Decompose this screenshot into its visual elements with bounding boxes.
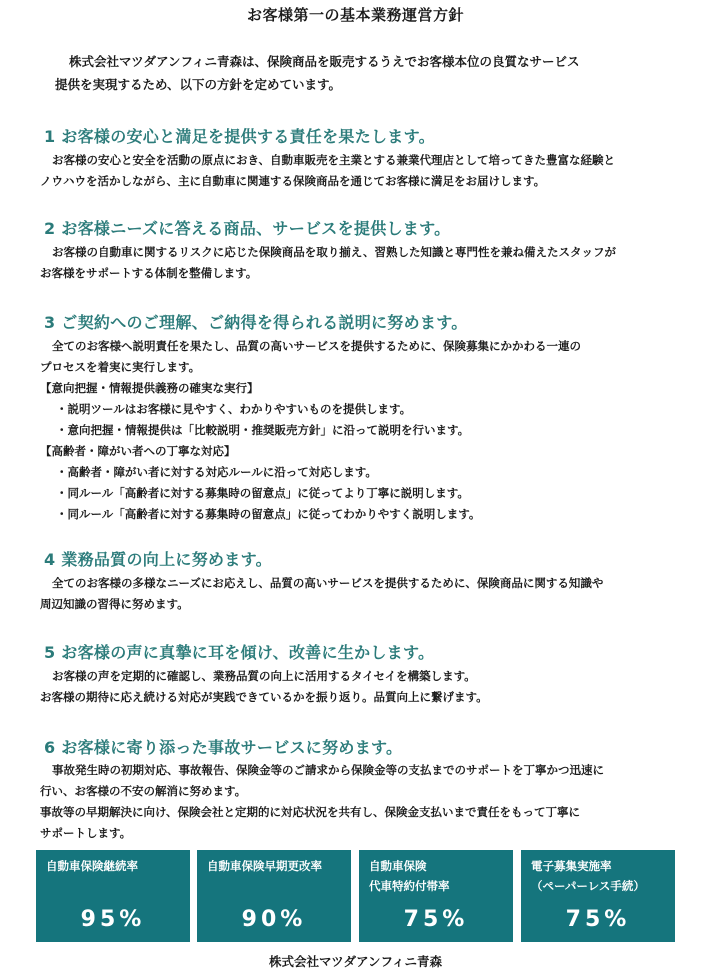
section-line: お客様をサポートする体制を整備します。 — [40, 266, 258, 280]
section-5-heading: 5 お客様の声に真摯に耳を傾け、改善に生かします。 — [44, 643, 435, 662]
bullet-item: ・高齢者・障がい者に対する対応ルールに沿って対応します。 — [56, 465, 377, 479]
section-line: 周辺知識の習得に努めます。 — [40, 597, 189, 611]
stat-label: 自動車保険継続率 — [46, 859, 138, 873]
stat-card-rental-car-rider-rate — [359, 850, 513, 942]
intro-line: 株式会社マツダアンフィニ青森は、保険商品を販売するうえでお客様本位の良質なサービス — [69, 54, 580, 69]
stat-value: 90% — [241, 907, 307, 932]
intro-paragraph — [55, 50, 675, 96]
page-title: お客様第一の基本業務運営方針 — [246, 6, 464, 24]
stat-label: 電子募集実施率 （ペーパーレス手続） — [531, 859, 645, 893]
stat-card-early-renewal-rate — [197, 850, 351, 942]
stats-panel — [36, 850, 676, 942]
stat-label: 自動車保険 代車特約付帯率 — [369, 859, 450, 893]
stat-card-paperless-rate — [521, 850, 675, 942]
bullet-item: ・同ルール「高齢者に対する募集時の留意点」に従ってより丁寧に説明します。 — [56, 486, 469, 500]
section-line: お客様の安心と安全を活動の原点におき、自動車販売を主業とする兼業代理店として培ってきた豊富な経験と — [52, 153, 616, 167]
section-line: プロセスを着実に実行します。 — [40, 360, 201, 374]
section-1-heading: 1 お客様の安心と満足を提供する責任を果たします。 — [44, 127, 435, 146]
section-subheading: 【意向把握・情報提供義務の確実な実行】 — [40, 381, 259, 395]
section-line: サポートします。 — [40, 826, 132, 840]
bullet-item: ・説明ツールはお客様に見やすく、わかりやすいものを提供します。 — [56, 402, 412, 416]
section-line: お客様の自動車に関するリスクに応じた保険商品を取り揃え、習熟した知識と専門性を兼ね備えたスタッフが — [52, 245, 616, 259]
intro-line: 提供を実現するため、以下の方針を定めています。 — [55, 77, 342, 92]
section-line: お客様の声を定期的に確認し、業務品質の向上に活用するタイセイを構築します。 — [52, 669, 476, 683]
stat-value: 95% — [80, 907, 146, 932]
section-line: ノウハウを活かしながら、主に自動車に関連する保険商品を通じてお客様に満足をお届けします。 — [40, 174, 546, 188]
section-1-body — [40, 150, 695, 192]
section-line: 事故発生時の初期対応、事故報告、保険金等のご請求から保険金等の支払までのサポートを丁寧かつ迅速に — [52, 763, 604, 777]
company-name-footer: 株式会社マツダアンフィニ青森 — [268, 954, 442, 969]
section-4-heading: 4 業務品質の向上に努めます。 — [44, 550, 272, 569]
section-line: 事故等の早期解決に向け、保険会社と定期的に対応状況を共有し、保険金支払いまで責任をもって丁寧に — [40, 805, 581, 819]
section-5-body — [40, 666, 695, 708]
stat-value: 75% — [565, 907, 631, 932]
stat-card-renewal-rate — [36, 850, 190, 942]
bullet-item: ・意向把握・情報提供は「比較説明・推奨販売方針」に沿って説明を行います。 — [56, 423, 470, 437]
section-4-body — [40, 573, 695, 615]
section-2-body — [40, 242, 695, 284]
stat-label: 自動車保険早期更改率 — [207, 859, 322, 873]
section-6-heading: 6 お客様に寄り添った事故サービスに努めます。 — [44, 738, 403, 757]
section-line: 行い、お客様の不安の解消に努めます。 — [40, 784, 247, 798]
section-line: 全てのお客様へ説明責任を果たし、品質の高いサービスを提供するために、保険募集にかかわる一連の — [52, 339, 581, 353]
section-3-body — [40, 336, 695, 525]
section-3-heading: 3 ご契約へのご理解、ご納得を得られる説明に努めます。 — [44, 313, 468, 332]
bullet-item: ・同ルール「高齢者に対する募集時の留意点」に従ってわかりやすく説明します。 — [56, 507, 481, 521]
stat-value: 75% — [403, 907, 469, 932]
section-subheading: 【高齢者・障がい者への丁寧な対応】 — [40, 444, 236, 458]
section-line: 全てのお客様の多様なニーズにお応えし、品質の高いサービスを提供するために、保険商品に関する知識や — [52, 576, 604, 590]
section-6-body — [40, 760, 695, 844]
section-line: お客様の期待に応え続ける対応が実践できているかを振り返り。品質向上に繋げます。 — [40, 690, 488, 704]
section-2-heading: 2 お客様ニーズに答える商品、サービスを提供します。 — [44, 219, 451, 238]
